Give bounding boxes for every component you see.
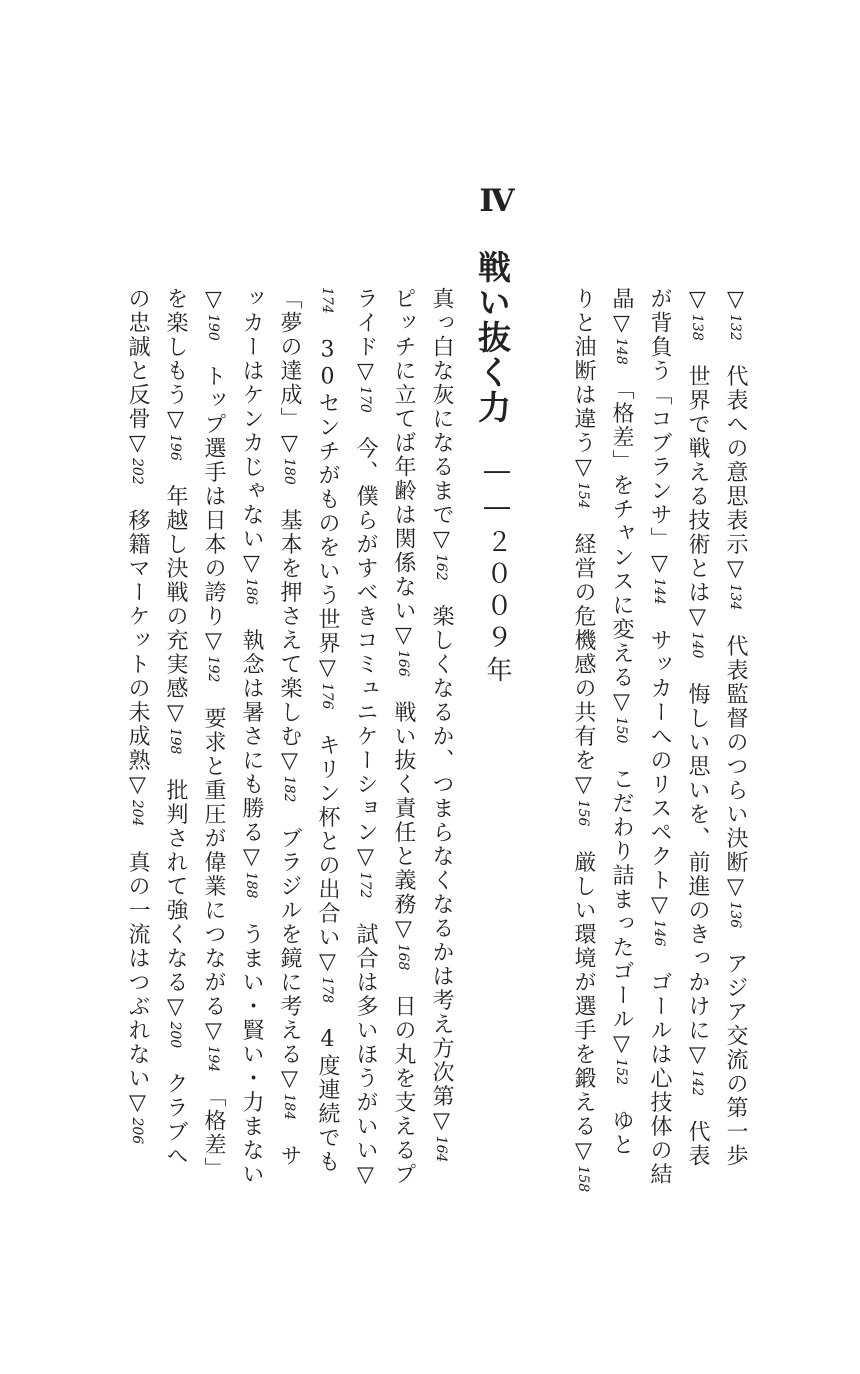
toc-page-number: 206 xyxy=(129,1117,145,1145)
toc-entry-text: 代表 xyxy=(685,1096,710,1169)
toc-entry-text: 30センチがものをいう世界▽ xyxy=(315,313,340,683)
toc-entry-text: トップ選手は日本の誇り▽ xyxy=(201,340,226,656)
toc-entry-text: 批判されて強くなる▽ xyxy=(163,754,188,1022)
toc-page-number: 186 xyxy=(243,578,259,605)
toc-entry-text: 代表への意思表示▽ xyxy=(723,340,748,584)
toc-page-number: 138 xyxy=(689,314,705,341)
toc-entry-text: 4度連続でも xyxy=(315,1003,340,1175)
toc-entry-text: 基本を押さえて楽しむ▽ xyxy=(277,484,302,776)
toc-line xyxy=(572,287,594,1192)
toc-entry-text: 世界で戦える技術とは▽ xyxy=(685,340,710,632)
toc-entry-text: 日の丸を支えるプ xyxy=(391,970,416,1187)
toc-entry-text: ブラジルを鏡に考える▽ xyxy=(277,802,302,1094)
toc-line xyxy=(354,287,376,1189)
toc-line xyxy=(686,287,708,1168)
toc-entry-text: 晶▽ xyxy=(609,287,634,338)
toc-entry-text: 「格差」 xyxy=(201,1072,226,1182)
toc-page-number: 150 xyxy=(613,716,629,744)
toc-page-number: 188 xyxy=(243,871,259,899)
toc-line xyxy=(648,287,670,1186)
toc-entry-text: が背負う「コブランサ」▽ xyxy=(647,287,672,578)
toc-entry-text: 執念は暑さにも勝る▽ xyxy=(239,604,264,872)
toc-line xyxy=(278,287,300,1168)
toc-entry-text: 戦い抜く責任と義務▽ xyxy=(391,676,416,944)
toc-entry-text: 今、僕らがすべきコミュニケーション▽ xyxy=(353,412,378,872)
toc-entry-text: キリン杯との出合い▽ xyxy=(315,709,340,977)
toc-entry-text: を楽しもう▽ xyxy=(163,287,188,434)
toc-page-number: 148 xyxy=(613,338,629,365)
chapter-title: 戦い抜く力 xyxy=(473,250,512,425)
chapter-number: Ⅳ xyxy=(479,183,515,219)
toc-entry-text: 楽しくなるか、つまらなくなるかは考え方次第▽ xyxy=(429,580,454,1136)
toc-entry-text: 真っ白な灰になるまで▽ xyxy=(429,287,454,554)
toc-line xyxy=(164,287,186,1168)
toc-line xyxy=(724,287,746,1168)
toc-entry-text: ピッチに立てば年齢は関係ない▽ xyxy=(391,287,416,650)
toc-page-number: 180 xyxy=(281,458,297,485)
toc-line xyxy=(610,287,632,1157)
toc-entry-text: アジア交流の第一歩 xyxy=(723,928,748,1169)
toc-line xyxy=(240,287,262,1186)
toc-entry-text: 代表監督のつらい決断▽ xyxy=(723,610,748,902)
toc-line xyxy=(202,287,224,1181)
toc-line xyxy=(126,287,148,1144)
toc-page-number: 132 xyxy=(727,314,743,341)
toc-page-number: 154 xyxy=(575,482,591,509)
toc-page-number: 168 xyxy=(395,943,411,971)
toc-entry-text: ▽ xyxy=(685,287,710,314)
toc-page-number: 194 xyxy=(205,1045,221,1073)
toc-entry-text: 厳しい環境が選手を鍛える▽ xyxy=(571,826,596,1166)
toc-entry-text: りと油断は違う▽ xyxy=(571,287,596,482)
toc-line xyxy=(430,287,452,1162)
toc-entry-text: 「格差」をチャンスに変える▽ xyxy=(609,364,634,717)
toc-entry-text: ッカーはケンカじゃない▽ xyxy=(239,287,264,578)
toc-entry-text: クラブへ xyxy=(163,1048,188,1169)
toc-entry-text: ゆと xyxy=(609,1085,634,1158)
toc-page-number: 174 xyxy=(319,287,335,314)
toc-entry-text: ゴールは心技体の結 xyxy=(647,946,672,1187)
toc-page-number: 170 xyxy=(357,386,373,413)
toc-page-number: 142 xyxy=(689,1069,705,1097)
toc-page-number: 140 xyxy=(689,631,705,659)
toc-entry-text: の忠誠と反骨▽ xyxy=(125,287,150,458)
toc-page-number: 144 xyxy=(651,578,667,605)
toc-entry-text: 要求と重圧が偉業につながる▽ xyxy=(201,682,226,1046)
toc-page-number: 200 xyxy=(167,1021,183,1049)
toc-page-number: 178 xyxy=(319,976,335,1004)
toc-entry-text: 経営の危機感の共有を▽ xyxy=(571,508,596,800)
toc-page-number: 164 xyxy=(433,1135,449,1163)
toc-page-number: 172 xyxy=(357,871,373,899)
toc-entry-text: 移籍マーケットの未成熟▽ xyxy=(125,484,150,800)
toc-page-number: 166 xyxy=(395,650,411,677)
toc-entry-text: ライド▽ xyxy=(353,287,378,386)
toc-page-number: 158 xyxy=(575,1165,591,1193)
toc-entry-text: 年越し決戦の充実感▽ xyxy=(163,460,188,728)
toc-page-number: 202 xyxy=(129,458,145,485)
toc-entry-text: こだわり詰まったゴール▽ xyxy=(609,743,634,1059)
toc-page-number: 152 xyxy=(613,1058,629,1086)
chapter-year: ――２００９年 xyxy=(482,456,512,688)
toc-entry-text: 悔しい思いを、前進のきっかけに▽ xyxy=(685,658,710,1070)
toc-entry-text: サ xyxy=(277,1120,302,1169)
toc-entry-text: うまい・賢い・力まない xyxy=(239,898,264,1187)
toc-page-number: 198 xyxy=(167,727,183,755)
toc-page-number: 146 xyxy=(651,919,667,947)
toc-page-number: 156 xyxy=(575,799,591,827)
toc-page-number: 204 xyxy=(129,799,145,827)
toc-page-number: 134 xyxy=(727,583,743,611)
toc-entry-text: 真の一流はつぶれない▽ xyxy=(125,826,150,1118)
toc-page-number: 190 xyxy=(205,314,221,341)
toc-entry-text: 試合は多いほうがいい▽ xyxy=(353,898,378,1190)
toc-entry-text: 「夢の達成」▽ xyxy=(277,287,302,458)
toc-entry-text: サッカーへのリスペクト▽ xyxy=(647,604,672,920)
toc-page-number: 162 xyxy=(433,554,449,581)
toc-page-number: 176 xyxy=(319,682,335,710)
toc-page-number: 184 xyxy=(281,1093,297,1121)
toc-page-number: 182 xyxy=(281,775,297,803)
toc-entry-text: ▽ xyxy=(723,287,748,314)
toc-entry-text: ▽ xyxy=(201,287,226,314)
toc-line xyxy=(316,287,338,1174)
toc-page-number: 136 xyxy=(727,901,743,929)
toc-line xyxy=(392,287,414,1186)
toc-page-number: 192 xyxy=(205,655,221,683)
toc-page-number: 196 xyxy=(167,434,183,461)
